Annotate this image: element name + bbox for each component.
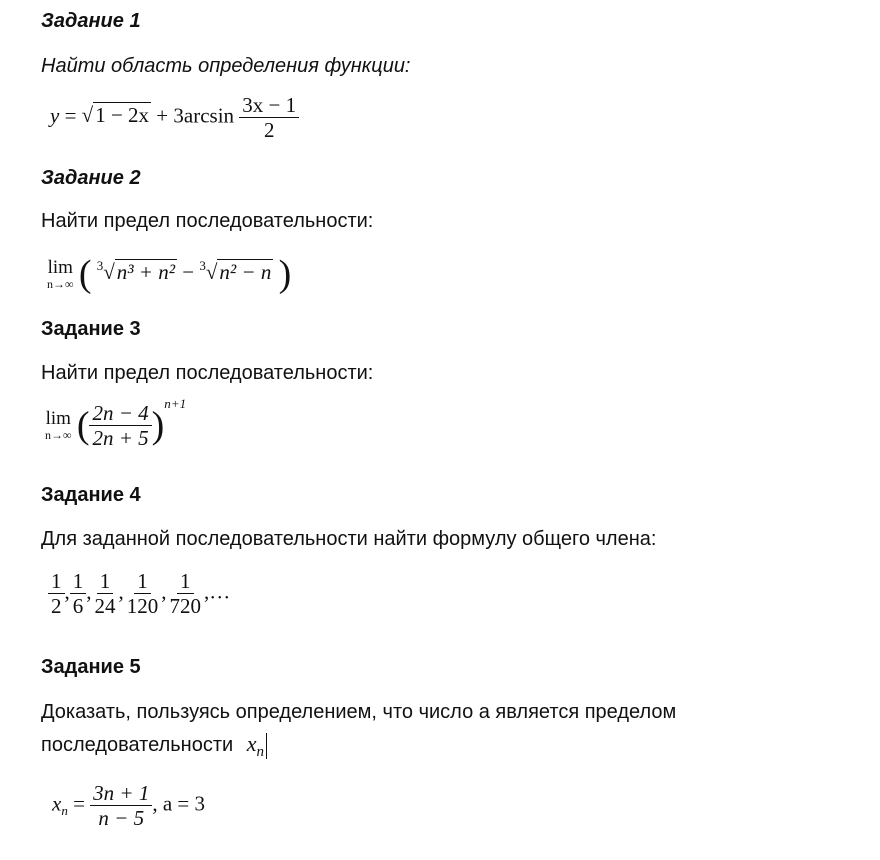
text-cursor [266,733,267,759]
formula-3: lim n→∞ ( $\frac{2n - 4}{2n + 5}$ )$^{n+1}$ [45,396,187,451]
task-1-heading: Задание 1 [41,10,141,32]
formula-2: lim n→∞ ( $^3$√n³ + n² − $^3$√n² − n ) [47,253,292,295]
task-3-text: Найти предел последовательности: [41,362,374,384]
task-3-heading: Задание 3 [41,318,141,340]
task-4-text: Для заданной последовательности найти формулу общего члена: [41,528,657,550]
task-2-text: Найти предел последовательности: [41,210,374,232]
seq-term-2: $\frac{1}{6}$ [70,570,87,617]
seq-term-4: $\frac{1}{120}$ [126,569,159,619]
task-5-text: Доказать, пользуясь определением, что число а является пределом [41,701,677,723]
formula-4: $\frac{1}{2}$ , $\frac{1}{6}$ , $\frac{1}{24}$ , $\frac{1}{120}$ , $\frac{1}{720}$ ,… [48,570,230,617]
task-4-heading: Задание 4 [41,484,141,506]
task-1-text: Найти область определения функции: [41,55,411,77]
formula-1: y = √1 − 2x + 3arcsin $\frac{3x - 1}{2}$ [50,94,299,141]
task-5-text-line2: последовательности $x_n$ [41,731,267,759]
seq-term-1: $\frac{1}{2}$ [48,570,65,617]
task-5-heading: Задание 5 [41,656,141,678]
task-2-heading: Задание 2 [41,167,141,189]
formula-5: $x_n$ = $\frac{3n + 1}{n - 5}$ , a = 3 [52,781,206,831]
seq-term-3: $\frac{1}{24}$ [94,569,116,619]
seq-term-5: $\frac{1}{720}$ [169,569,201,619]
